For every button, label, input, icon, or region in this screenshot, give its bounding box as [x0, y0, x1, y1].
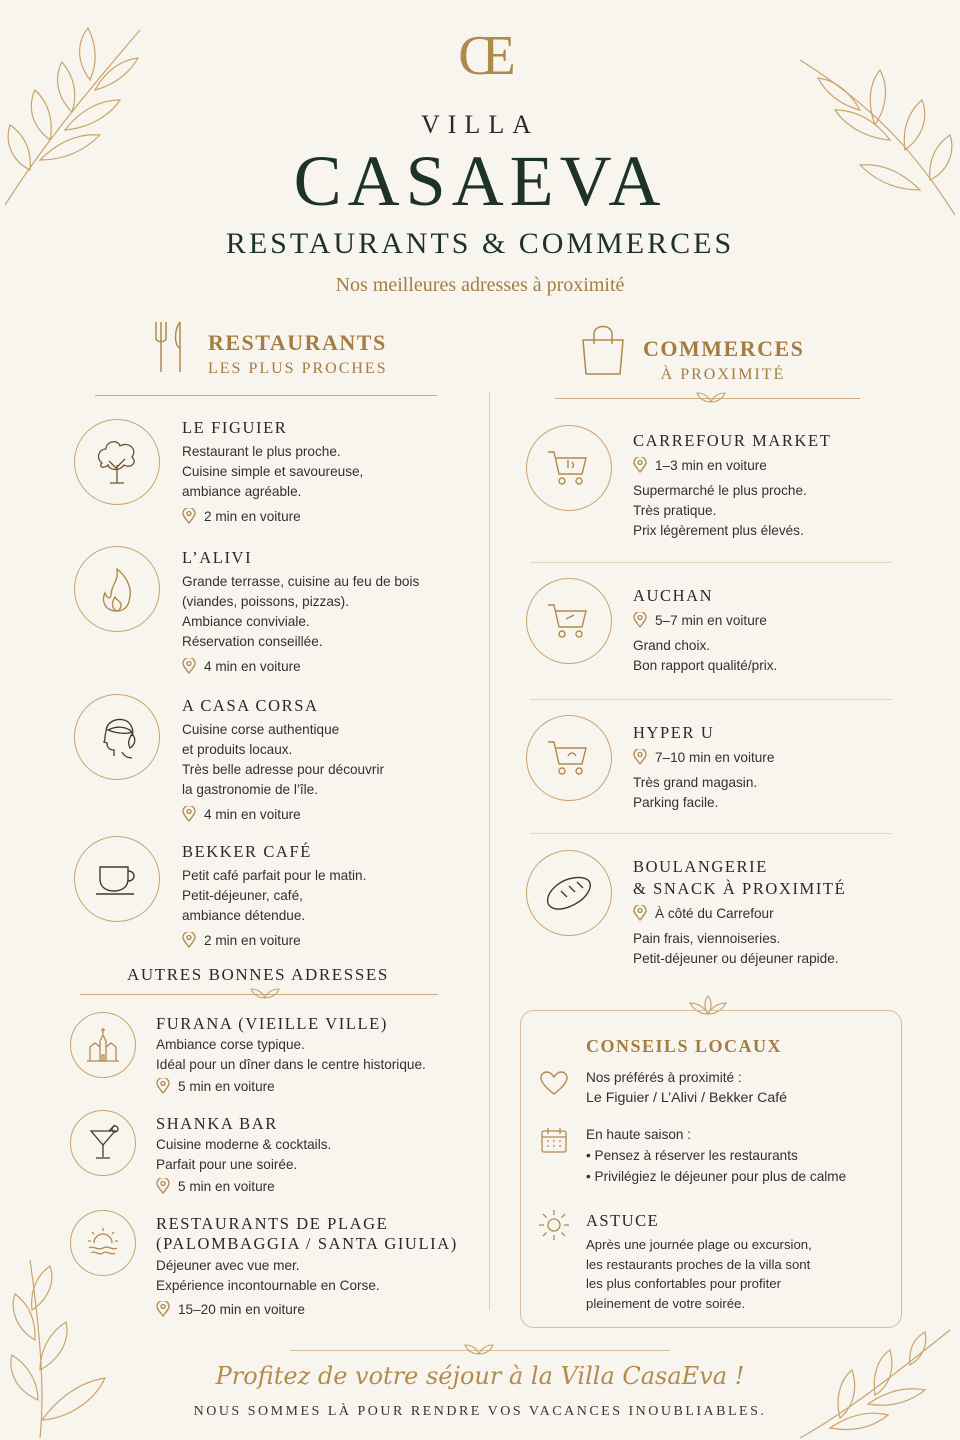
location-pin-icon [633, 905, 647, 921]
tagline: Nos meilleures adresses à proximité [335, 274, 625, 296]
cocktail-icon [70, 1110, 136, 1176]
favorites-label: Nos préférés à proximité : [586, 1070, 742, 1085]
restaurant-name: LE FIGUIER [182, 418, 288, 437]
flame-icon [74, 546, 160, 632]
location-pin-icon [182, 932, 196, 948]
coffee-cup-icon [74, 836, 160, 922]
footer-tagline: NOUS SOMMES LÀ POUR RENDRE VOS VACANCES INOUBLIABLES. [193, 1404, 767, 1419]
description-line: Ambiance conviviale. [182, 614, 310, 629]
leaf-ornament-icon [248, 986, 282, 1000]
location-pin-icon [633, 749, 647, 765]
location-pin-icon [156, 1301, 170, 1317]
location-pin-icon [633, 612, 647, 628]
distance: 4 min en voiture [204, 658, 301, 674]
fork-knife-icon [152, 320, 190, 376]
description-line: Supermarché le plus proche. [633, 483, 807, 498]
bread-icon [526, 850, 612, 936]
description-line: Petit café parfait pour le matin. [182, 868, 367, 883]
season-block [586, 1124, 896, 1187]
location-pin-icon [182, 508, 196, 524]
calendar-icon [540, 1126, 568, 1154]
leaf-ornament-icon [694, 390, 728, 404]
astuce-line: les plus confortables pour profiter [586, 1276, 781, 1291]
description-line: la gastronomie de l’île. [182, 782, 319, 797]
shop-name: CARREFOUR MARKET [633, 431, 832, 450]
description-line: Très pratique. [633, 503, 717, 518]
description-line: Restaurant le plus proche. [182, 444, 341, 459]
restaurant-name: RESTAURANTS DE PLAGE [156, 1214, 389, 1233]
description-line: ambiance détendue. [182, 908, 306, 923]
shop-item [633, 857, 913, 969]
location-pin-icon [156, 1078, 170, 1094]
divider [95, 395, 437, 396]
location-pin-icon [182, 806, 196, 822]
restaurants-heading-title: RESTAURANTS [208, 330, 387, 355]
shopping-bag-icon [580, 322, 626, 376]
favorites-block [586, 1067, 886, 1109]
cart-icon [526, 425, 612, 511]
description-line: (viandes, poissons, pizzas). [182, 594, 349, 609]
season-label: En haute saison : [586, 1127, 692, 1142]
restaurant-name: A CASA CORSA [182, 696, 319, 715]
description-line: Très grand magasin. [633, 775, 758, 790]
description-line: Cuisine moderne & cocktails. [156, 1137, 332, 1152]
restaurant-item [182, 696, 472, 822]
astuce-title: ASTUCE [586, 1211, 660, 1230]
distance: 2 min en voiture [204, 508, 301, 524]
description-line: Idéal pour un dîner dans le centre historique. [156, 1057, 426, 1072]
tree-icon [74, 419, 160, 505]
distance: 15–20 min en voiture [178, 1301, 305, 1317]
description-line: et produits locaux. [182, 742, 293, 757]
description-line: Très belle adresse pour découvrir [182, 762, 384, 777]
description-line: Petit-déjeuner ou déjeuner rapide. [633, 951, 839, 966]
page-title: RESTAURANTS & COMMERCES [225, 227, 735, 260]
description-line: Pain frais, viennoiseries. [633, 931, 781, 946]
conseils-title: CONSEILS LOCAUX [586, 1036, 783, 1056]
location-pin-icon [633, 457, 647, 473]
restaurant-item [156, 1114, 476, 1194]
heart-icon [539, 1070, 569, 1096]
restaurant-name: L’ALIVI [182, 548, 253, 567]
divider [530, 562, 892, 563]
distance: 2 min en voiture [204, 932, 301, 948]
sun-icon [537, 1208, 571, 1242]
season-item: • Privilégiez le déjeuner pour plus de calme [586, 1169, 847, 1184]
location-pin-icon [156, 1178, 170, 1194]
cart-icon [526, 715, 612, 801]
restaurants-heading-subtitle: LES PLUS PROCHES [208, 360, 388, 377]
autres-heading: AUTRES BONNES ADRESSES [127, 965, 389, 984]
divider [530, 833, 892, 834]
shop-item [633, 431, 893, 541]
description-line: Bon rapport qualité/prix. [633, 658, 778, 673]
church-icon [70, 1012, 136, 1078]
astuce-line: Après une journée plage ou excursion, [586, 1237, 812, 1252]
restaurant-name-detail: (PALOMBAGGIA / SANTA GIULIA) [156, 1234, 458, 1253]
column-divider [489, 392, 490, 1310]
cart-icon [526, 578, 612, 664]
description-line: ambiance agréable. [182, 484, 302, 499]
description-line: Ambiance corse typique. [156, 1037, 305, 1052]
shop-item [633, 723, 893, 813]
villa-label: VILLA [421, 110, 539, 139]
distance: 5–7 min en voiture [655, 612, 767, 628]
restaurant-name: FURANA (VIEILLE VILLE) [156, 1014, 388, 1033]
distance: 1–3 min en voiture [655, 457, 767, 473]
astuce-line: les restaurants proches de la villa sont [586, 1256, 811, 1272]
description-line: Prix légèrement plus élevés. [633, 523, 804, 538]
description-line: Grand choix. [633, 638, 711, 653]
divider [530, 699, 892, 700]
distance: 5 min en voiture [178, 1178, 275, 1194]
villa-name: CASAEVA [293, 141, 667, 221]
description-line: Parking facile. [633, 795, 719, 810]
restaurant-item [182, 548, 482, 674]
astuce-line: pleinement de votre soirée. [586, 1295, 746, 1311]
description-line: Expérience incontournable en Corse. [156, 1278, 380, 1293]
astuce-block [586, 1235, 886, 1313]
distance: 7–10 min en voiture [655, 749, 775, 765]
restaurant-name: BEKKER CAFÉ [182, 842, 312, 861]
commerces-heading [643, 336, 803, 384]
corsican-head-icon [74, 694, 160, 780]
shop-name: BOULANGERIE [633, 857, 768, 876]
description-line: Petit-déjeuner, café, [182, 888, 303, 903]
restaurant-item [182, 418, 472, 524]
distance: 4 min en voiture [204, 806, 301, 822]
restaurant-item [156, 1014, 476, 1094]
description-line: Grande terrasse, cuisine au feu de bois [182, 574, 420, 589]
location-pin-icon [182, 658, 196, 674]
distance: À côté du Carrefour [655, 905, 774, 921]
description-line: Cuisine corse authentique [182, 722, 340, 737]
sun-sea-icon [70, 1210, 136, 1276]
restaurants-heading [208, 330, 388, 378]
monogram-logo: CE [458, 25, 502, 87]
leaf-ornament-icon [462, 1342, 496, 1356]
description-line: Réservation conseillée. [182, 634, 323, 649]
restaurant-name: SHANKA BAR [156, 1114, 278, 1133]
shop-name: AUCHAN [633, 586, 714, 605]
shop-item [633, 586, 893, 676]
description-line: Cuisine simple et savoureuse, [182, 464, 364, 479]
restaurant-item [182, 842, 472, 948]
shop-name-detail: & SNACK À PROXIMITÉ [633, 879, 847, 898]
distance: 5 min en voiture [178, 1078, 275, 1094]
shop-name: HYPER U [633, 723, 715, 742]
description-line: Parfait pour une soirée. [156, 1157, 298, 1172]
season-item: • Pensez à réserver les restaurants [586, 1148, 798, 1163]
restaurant-item [156, 1214, 476, 1317]
description-line: Déjeuner avec vue mer. [156, 1258, 300, 1273]
commerces-heading-title: COMMERCES [643, 336, 805, 361]
favorites-list: Le Figuier / L’Alivi / Bekker Café [586, 1090, 788, 1106]
commerces-heading-subtitle: À PROXIMITÉ [660, 366, 786, 383]
footer-message: Profitez de votre séjour à la Villa CasaEva ! [215, 1362, 745, 1390]
